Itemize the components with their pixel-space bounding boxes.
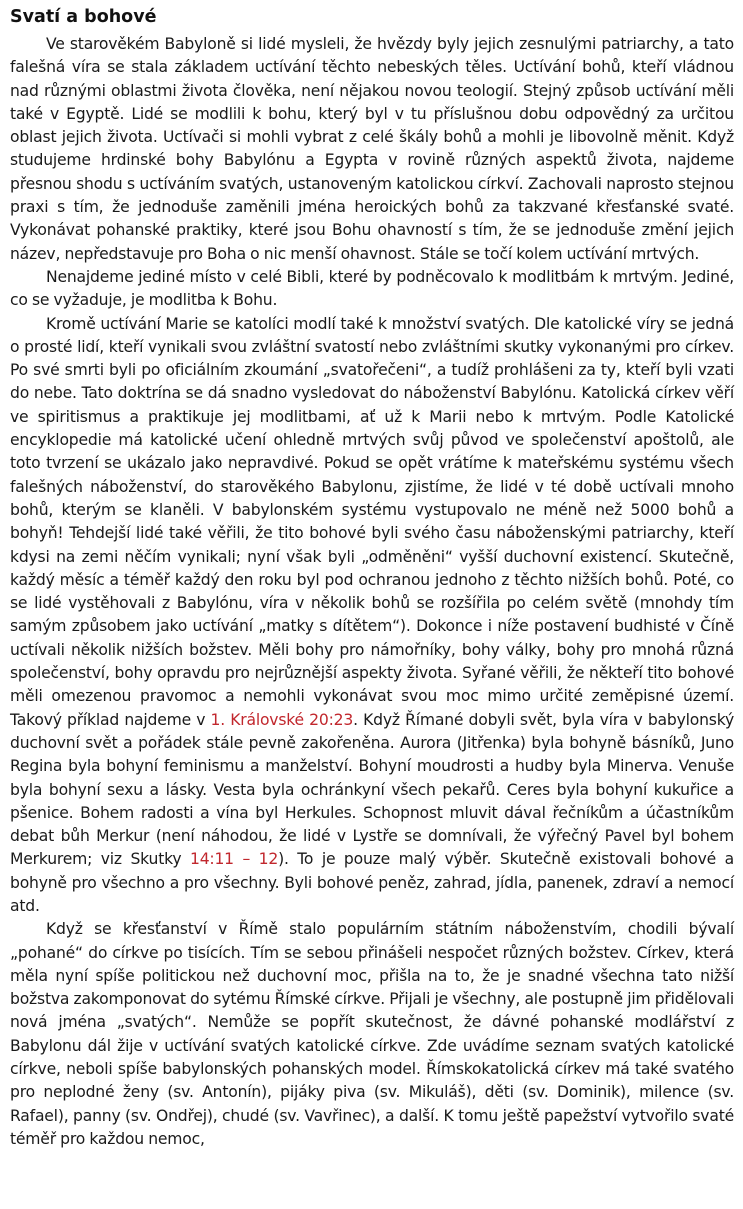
- section-title: Svatí a bohové: [10, 7, 157, 27]
- paragraph-3-text-a: Kromě uctívání Marie se katolíci modlí také k množství svatých. Dle katolické víry se jedná o prosté lidí, kteří vynikali svou zvláštní svatostí nebo zvláštními skutky vykonanými pro církev. Po své smrti byli po oficiálním zkoumání „svatořečeni“, a tudíž prohlášeni za ty, kteří byli vzati do nebe. Tato doktrína se dá snadno vysledovat do náboženství Babylónu. Katolická církev věří ve spiritismus a praktikuje jej modlitbami, ať už k Marii nebo k mrtvým. Podle Katolické encyklopedie má katolické učení ohledně mrtvých svůj původ ve společenství apoštolů, ale toto tvrzení se ukázalo jako nepravdivé. Pokud se opět vrátíme k mateřskému systému všech falešných náboženství, do starověkého Babylonu, zjistíme, že lidé v té době uctívali mnoho bohů, kterým se klaněli. V babylonském systému vystupovalo ne méně než 5000 bohů a bohyň! Tehdejší lidé také věřili, že tito bohové byli svého času náboženskými patriarchy, kteří kdysi na zemi něčím vynikali; nyní však byli „odměněni“ vyšší duchovní existencí. Skutečně, každý měsíc a téměř každý den roku byl pod ochranou jednoho z těchto nižších bohů. Poté, co se lidé vystěhovali z Babylónu, víra v několik bohů se rozšířila po celém světě (mnohdy tím samým způsobem jako uctívání „matky s dítětem“). Dokonce i níže postavení budhisté v Číně uctívali několik nižších božstev. Měli bohy pro námořníky, bohy války, bohy pro mnohá různá společenství, bohy opravdu pro nejrůznější aspekty života. Syřané věřili, že někteří tito bohové měli omezenou pravomoc a nemohli vykonávat svou moc mimo určité zeměpisné území. Takový příklad najdeme v: [10, 314, 734, 729]
- paragraph-4: Když se křesťanství v Římě stalo populárním státním náboženstvím, chodili bývalí „pohané“ do církve po tisících. Tím se sebou přinášeli nespočet různých božstev. Církev, která měla nyní spíše politickou než duchovní moc, přišla na to, že je snadné všechna tato nižší božstva zakomponovat do sytému Římské církve. Přijali je všechny, ale postupně jim přidělovali nová jména „svatých“. Nemůže se popřít skutečnost, že dávné pohanské modlářství z Babylonu dál žije v uctívání svatých katolické církve. Zde uvádíme seznam svatých katolické církve, neboli spíše babylonských pohanských model. Římskokatolická církev má také svatého pro neplodné ženy (sv. Antonín), pijáky piva (sv. Mikuláš), děti (sv. Dominik), milence (sv. Rafael), panny (sv. Ondřej), chudé (sv. Vavřinec), a další. K tomu ještě papežství vytvořilo svaté téměř pro každou nemoc,: [10, 920, 734, 1148]
- bible-reference-acts[interactable]: 14:11 – 12: [189, 850, 279, 869]
- paragraph-1: Ve starověkém Babyloně si lidé mysleli, že hvězdy byly jejich zesnulými patriarchy, a tato falešná víra se stala základem uctívání těchto nebeských těles. Uctívání bohů, kteří vládnou nad různými oblastmi života člověka, není nějakou novou teologií. Stejný způsob uctívání měli také v Egyptě. Lidé se modlili k bohu, který byl v tu příslušnou dobu odpovědný za určitou oblast jejich života. Uctívači si mohli vybrat z celé škály bohů a mohli je libovolně měnit. Když studujeme hrdinské bohy Babylónu a Egypta v rovině různých aspektů života, najdeme přesnou shodu s uctíváním svatých, ustanoveným katolickou církví. Zachovali naprosto stejnou praxi s tím, že jednoduše zaměnili jména heroických bohů za takzvané křesťanské svaté. Vykonávat pohanské praktiky, které jsou Bohu ohavností s tím, že se jednoduše změní jejich název, nepředstavuje pro Boha o nic menší ohavnost. Stále se točí kolem uctívání mrtvých.: [10, 35, 734, 263]
- paragraph-3-text-c: ). To je pouze malý výběr. Skutečně existovali bohové a bohyně pro všechno a pro všechny. Byli bohové peněz, zahrad, jídla, panenek, zdraví a nemocí atd.: [10, 850, 734, 915]
- paragraph-3-text-b: . Když Římané dobyli svět, byla víra v babylonský duchovní svět a pořádek stále pevně zakořeněna. Aurora (Jitřenka) byla bohyně básníků, Juno Regina byla bohyní feminismu a manželství. Bohyní moudrosti a hudby byla Minerva. Venuše byla bohyní sexu a lásky. Vesta byla ochránkyní všech pekařů. Ceres byla bohyní kukuřice a pšenice. Bohem radosti a vína byl Herkules. Schopnost mluvit dával řečníkům a účastníkům debat bůh Merkur (není náhodou, že lidé v Lystře se domnívali, že výřečný Pavel byl bohem Merkurem; viz Skutky: [10, 710, 734, 869]
- bible-reference-kings[interactable]: 1. Královské 20:23: [210, 710, 354, 729]
- paragraph-3: [10, 313, 734, 919]
- document-page: [10, 6, 734, 1151]
- paragraph-2: Nenajdeme jediné místo v celé Bibli, které by podněcovalo k modlitbám k mrtvým. Jediné, co se vyžaduje, je modlitba k Bohu.: [10, 267, 734, 310]
